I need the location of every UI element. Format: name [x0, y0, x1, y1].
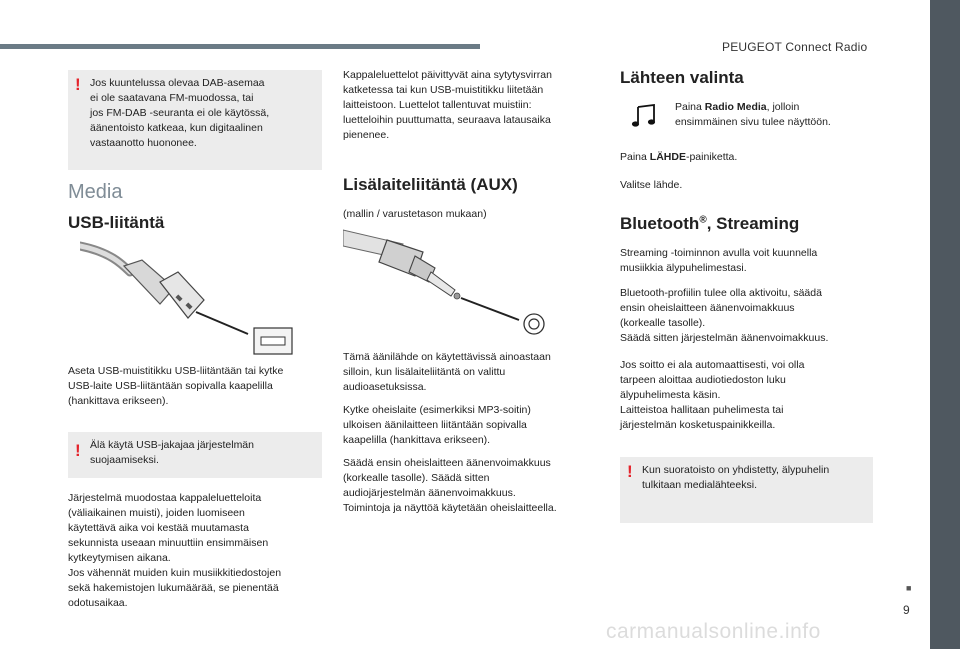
warning-icon: !	[75, 441, 81, 460]
aux-note: (mallin / varustetason mukaan)	[343, 208, 487, 220]
usb-body: Aseta USB-muistitikku USB-liitäntään tai kytke USB-laite USB-liitäntään sopivalla kaapelilla (hankittava erikseen).	[68, 365, 284, 407]
usb-heading: USB-liitäntä	[68, 213, 165, 232]
usb-plug-illustration	[80, 238, 300, 356]
header-rule	[0, 44, 480, 49]
watermark: carmanualsonline.info	[606, 620, 821, 643]
aux-heading: Lisälaiteliitäntä (AUX)	[343, 175, 518, 194]
source-heading: Lähteen valinta	[620, 68, 744, 87]
usb-hub-warning-box	[68, 432, 322, 478]
media-heading: Media	[68, 181, 123, 203]
dab-warning-text: Jos kuuntelussa olevaa DAB-asemaa ei ole saatavana FM-muodossa, tai jos FM-DAB -seuranta ei ole käytössä, äänentoisto katkeaa, kun digitaalinen vastaanotto huononee.	[90, 77, 270, 149]
music-note-icon	[630, 104, 656, 128]
warning-icon: !	[627, 462, 633, 481]
page-edge-band	[930, 0, 960, 649]
radio-media-instruction: Paina Radio Media, jolloin ensimmäinen sivu tulee näyttöön.	[675, 101, 831, 128]
dab-warning-box	[68, 70, 322, 170]
bluetooth-body-3: Jos soitto ei ala automaattisesti, voi olla tarpeen aloittaa audiotiedoston luku älypuhelimesta käsin. Laitteistoa hallitaan puhelimesta tai järjestelmän kosketuspainikkeilla.	[620, 359, 805, 431]
aux-body-2: Kytke oheislaite (esimerkiksi MP3-soitin) ulkoisen äänilaitteen liitäntään sopivalla kaapelilla (hankittava erikseen).	[343, 404, 531, 446]
streaming-warning-box	[620, 457, 873, 523]
source-button-instruction: Paina LÄHDE-painiketta.	[620, 151, 738, 163]
select-source-text: Valitse lähde.	[620, 179, 683, 191]
aux-body-1: Tämä äänilähde on käytettävissä ainoastaan silloin, kun lisälaiteliitäntä on valittu audioasetuksissa.	[343, 351, 551, 393]
bluetooth-heading: Bluetooth®, Streaming	[620, 214, 800, 233]
bluetooth-body-2: Bluetooth-profiilin tulee olla aktivoitu, säädä ensin oheislaitteen äänenvoimakkuus (korkealle tasolle). Säädä sitten järjestelmän äänenvoimakkuus.	[620, 287, 829, 344]
page-number: 9	[903, 603, 910, 617]
usb-hub-warning-text: Älä käytä USB-jakajaa järjestelmän suojaamiseksi.	[90, 439, 254, 466]
playlist-intro: Kappaleluettelot päivittyvät aina sytytysvirran katketessa tai kun USB-muistitikku liitetään laitteistoon. Luettelot tallentuvat muistiin: luetteloihin puuttumatta, seuraava latausaika pienenee.	[343, 69, 552, 141]
warning-icon: !	[75, 75, 81, 94]
radio-media-label: Radio Media	[704, 101, 767, 113]
continue-marker: ■	[906, 583, 912, 593]
bluetooth-body-1: Streaming -toiminnon avulla voit kuunnella musiikkia älypuhelimestasi.	[620, 247, 818, 274]
aux-jack-illustration	[343, 228, 548, 336]
streaming-warning-text: Kun suoratoisto on yhdistetty, älypuhelin tulkitaan medialähteeksi.	[642, 464, 830, 491]
source-button-label: LÄHDE	[649, 151, 686, 163]
header-title: PEUGEOT Connect Radio	[722, 40, 868, 54]
aux-body-3: Säädä ensin oheislaitteen äänenvoimakkuus (korkealle tasolle). Säädä sitten audiojärjestelmän äänenvoimakkuus. Toimintoja ja näyttöä käytetään oheislaitteella.	[343, 457, 557, 514]
usb-body-2: Järjestelmä muodostaa kappaleluetteloita (väliaikainen muisti), joiden luomiseen käytettävä aika voi kestää muutamasta sekunnista useaan minuuttiin ensimmäisen kytkeytymisen aikana. Jos vähennät muiden kuin musiikkitiedostojen sekä hakemistojen lukumäärää, se pienentää odotusaikaa.	[68, 492, 282, 609]
